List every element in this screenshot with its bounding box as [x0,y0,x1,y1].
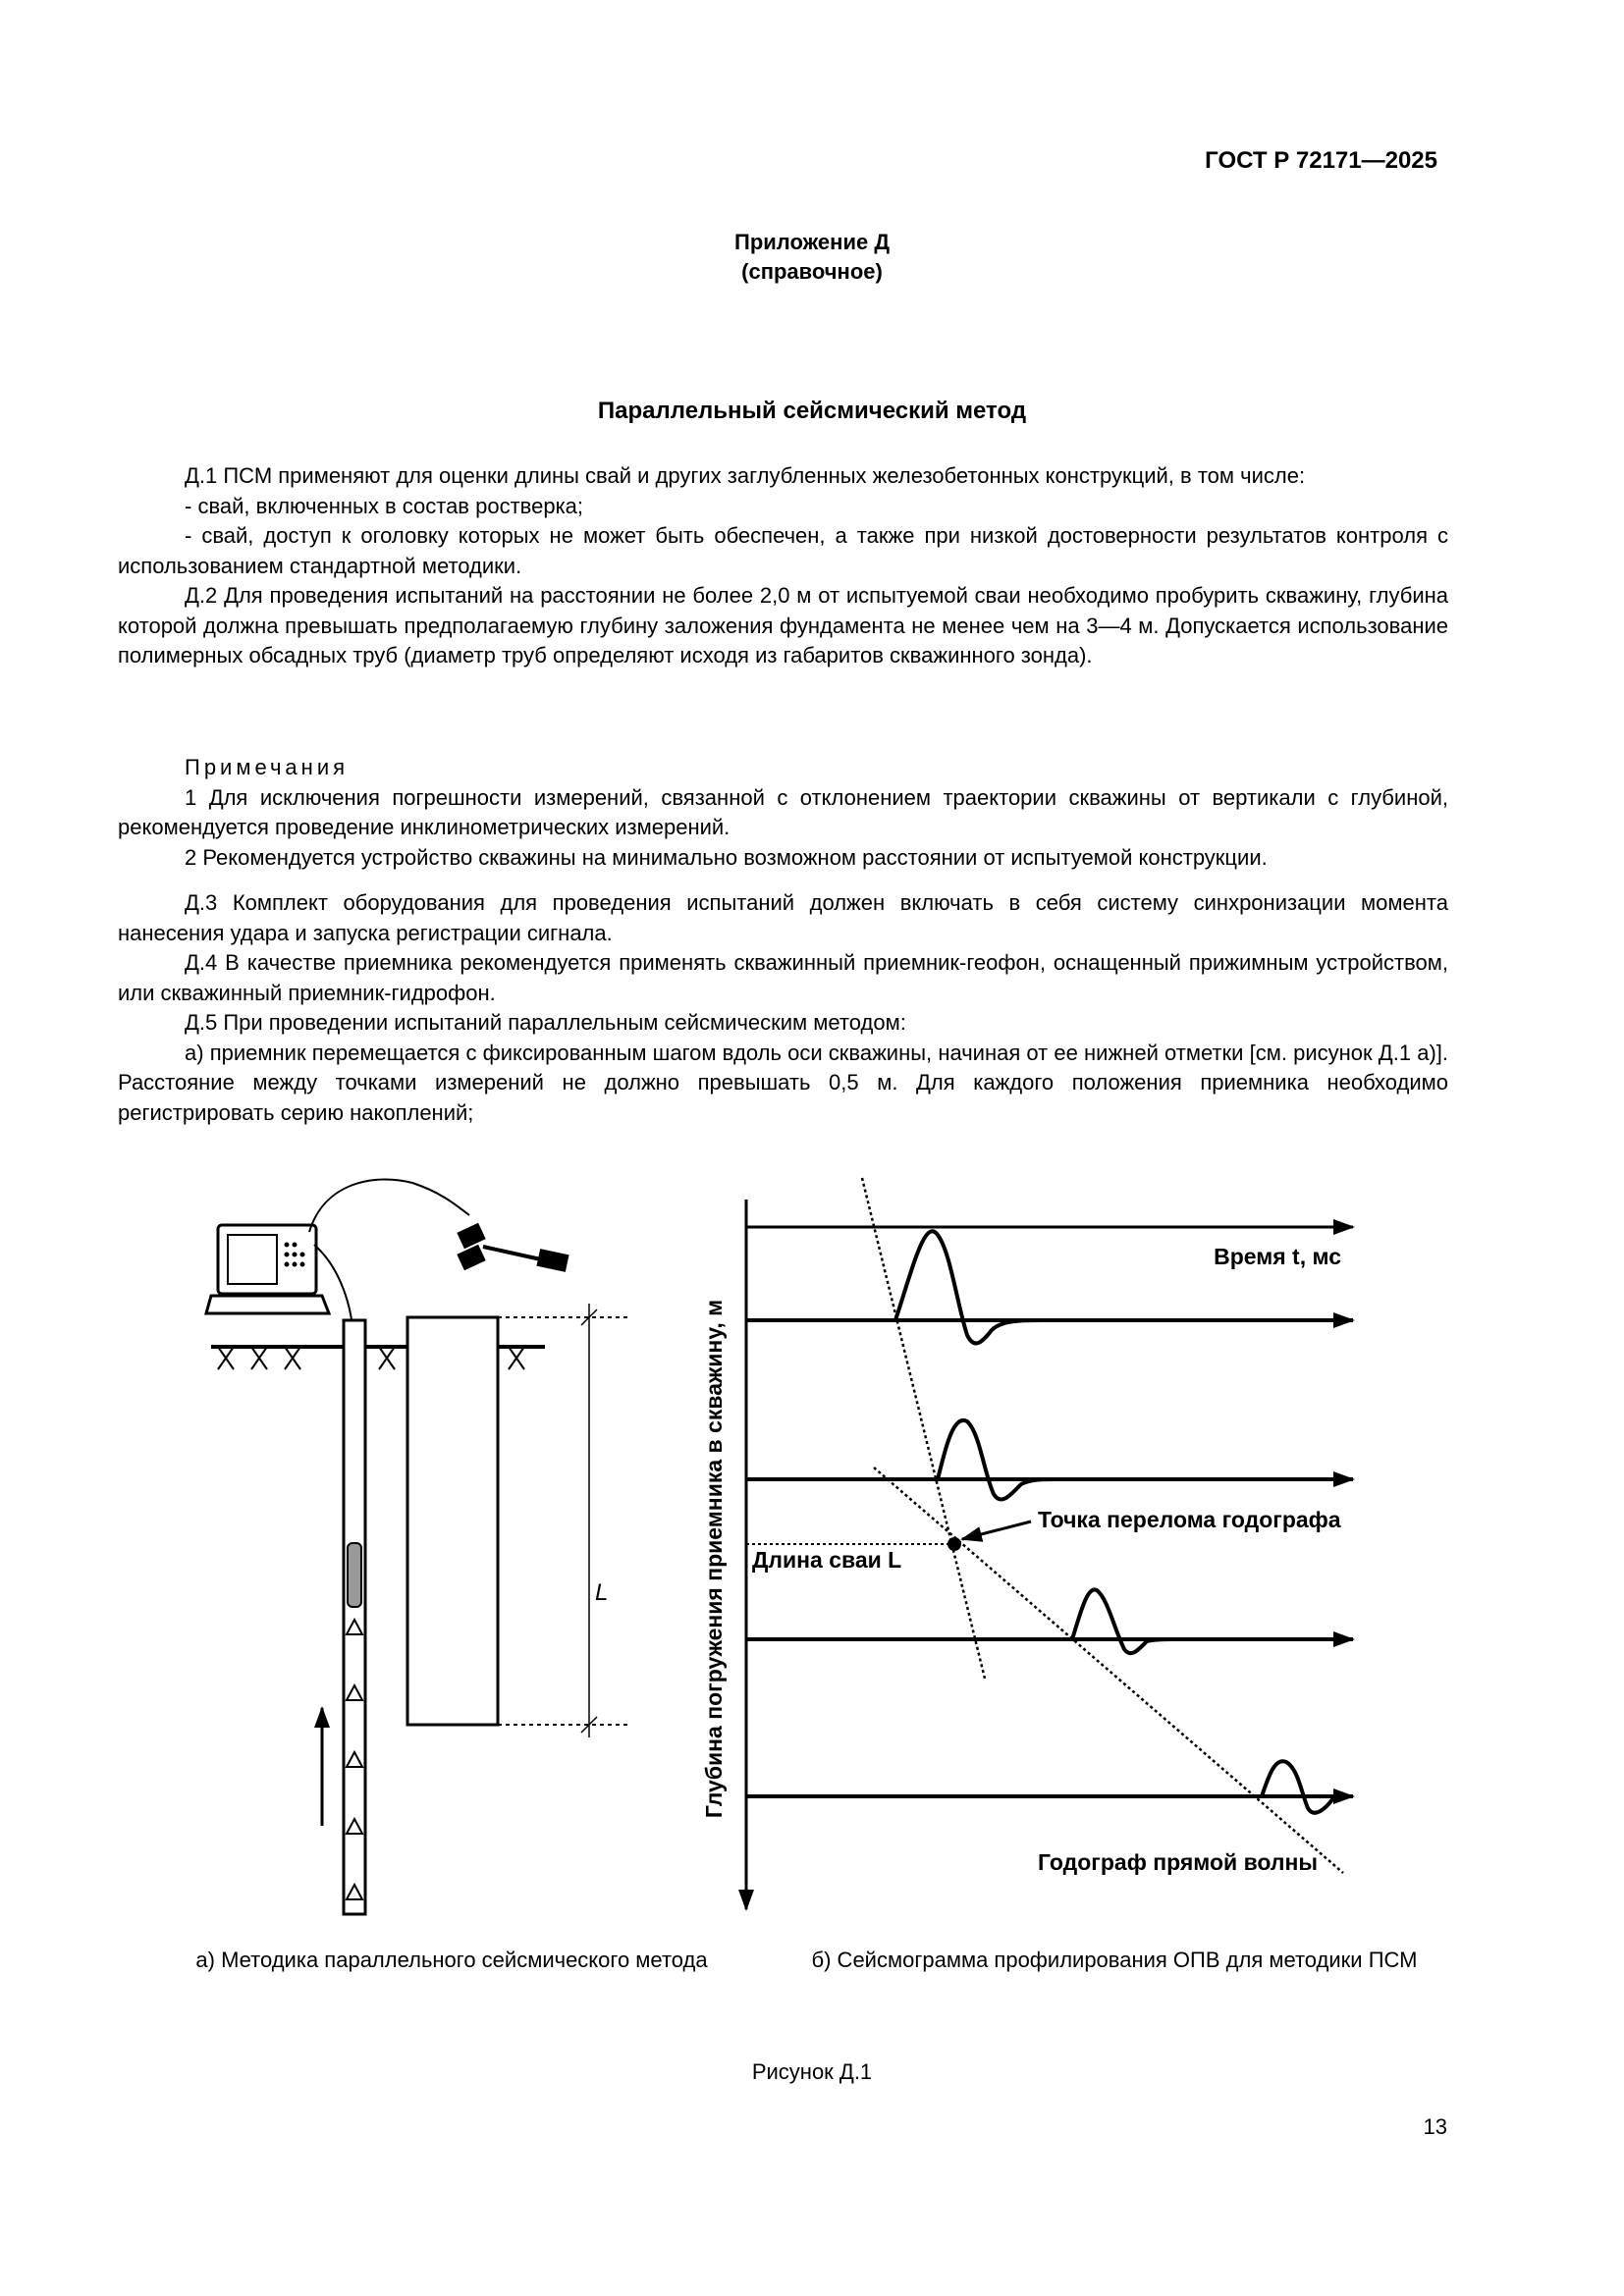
paragraph-d5-a: а) приемник перемещается с фиксированным шагом вдоль оси скважины, начиная от ее нижней отметки [см. рисунок Д.1 а)]. Расстояние между точками измерений не должно превышать 0,5 м. Для каждого положения приемника необходимо регистрировать серию накоплений; [118,1040,1448,1125]
note-2: 2 Рекомендуется устройство скважины на минимально возможном расстоянии от испытуемой конструкции. [185,844,1268,870]
hodograph-line-1 [862,1178,985,1679]
paragraph-d1-item2: - свай, доступ к оголовку которых не может быть обеспечен, а также при низкой достоверности результатов контроля с использованием стандартной методики. [118,523,1448,578]
caption-a: а) Методика параллельного сейсмического метода [195,1948,708,1972]
hammer-icon [457,1223,568,1272]
figure-caption: Рисунок Д.1 [751,2059,873,2084]
paragraph-d4: Д.4 В качестве приемника рекомендуется применять скважинный приемник-геофон, оснащенный прижимным устройством, или скважинный приемник-гидрофон. [118,950,1448,1005]
caption-b: б) Сейсмограмма профилирования ОПВ для методики ПСМ [811,1948,1418,1972]
depth-axis-label: Глубина погружения приемника в скважину, м [701,1299,727,1819]
pile-length-label: L [595,1579,609,1606]
section-title: Параллельный сейсмический метод [597,398,1027,424]
paragraph-d3: Д.3 Комплект оборудования для проведения испытаний должен включать в себя систему синхронизации момента нанесения удара и запуска регистрации сигнала. [118,890,1448,945]
borehole [344,1320,365,1914]
paragraph-d1-item1: - свай, включенных в состав ростверка; [185,493,584,518]
method-diagram [206,1180,628,1914]
seismogram [701,1178,1353,1909]
pile-length-text: Длина сваи L [752,1547,902,1573]
paragraph-d5: Д.5 При проведении испытаний параллельным сейсмическим методом: [185,1010,906,1035]
appendix-title: Приложение Д [734,230,890,254]
note-1: 1 Для исключения погрешности измерений, связанной с отклонением траектории скважины от вертикали с глубиной, рекомендуется проведение инклинометрических измерений. [118,784,1448,839]
notes-heading: Примечания [185,755,350,779]
time-axis-label: Время t, мс [1214,1244,1341,1269]
laptop-icon [206,1225,329,1313]
break-point-marker [947,1537,961,1551]
hodograph-label: Годограф прямой волны [1038,1849,1319,1875]
pile [407,1317,498,1725]
paragraph-d2: Д.2 Для проведения испытаний на расстоянии не более 2,0 м от испытуемой сваи необходимо пробурить скважину, глубина которой должна превышать предполагаемую глубину заложения фундамента не менее чем на 3—4 м. Допускается использование полимерных обсадных труб (диаметр труб определяют исходя из габаритов скважинного зонда). [118,583,1448,667]
paragraph-d1: Д.1 ПСМ применяют для оценки длины свай и других заглубленных железобетонных конструкций, в том числе: [185,463,1306,488]
break-point-label: Точка перелома годографа [1038,1507,1341,1532]
standard-header: ГОСТ Р 72171—2025 [1205,147,1437,174]
page-number: 13 [1423,2114,1447,2139]
appendix-kind: (справочное) [741,259,883,284]
